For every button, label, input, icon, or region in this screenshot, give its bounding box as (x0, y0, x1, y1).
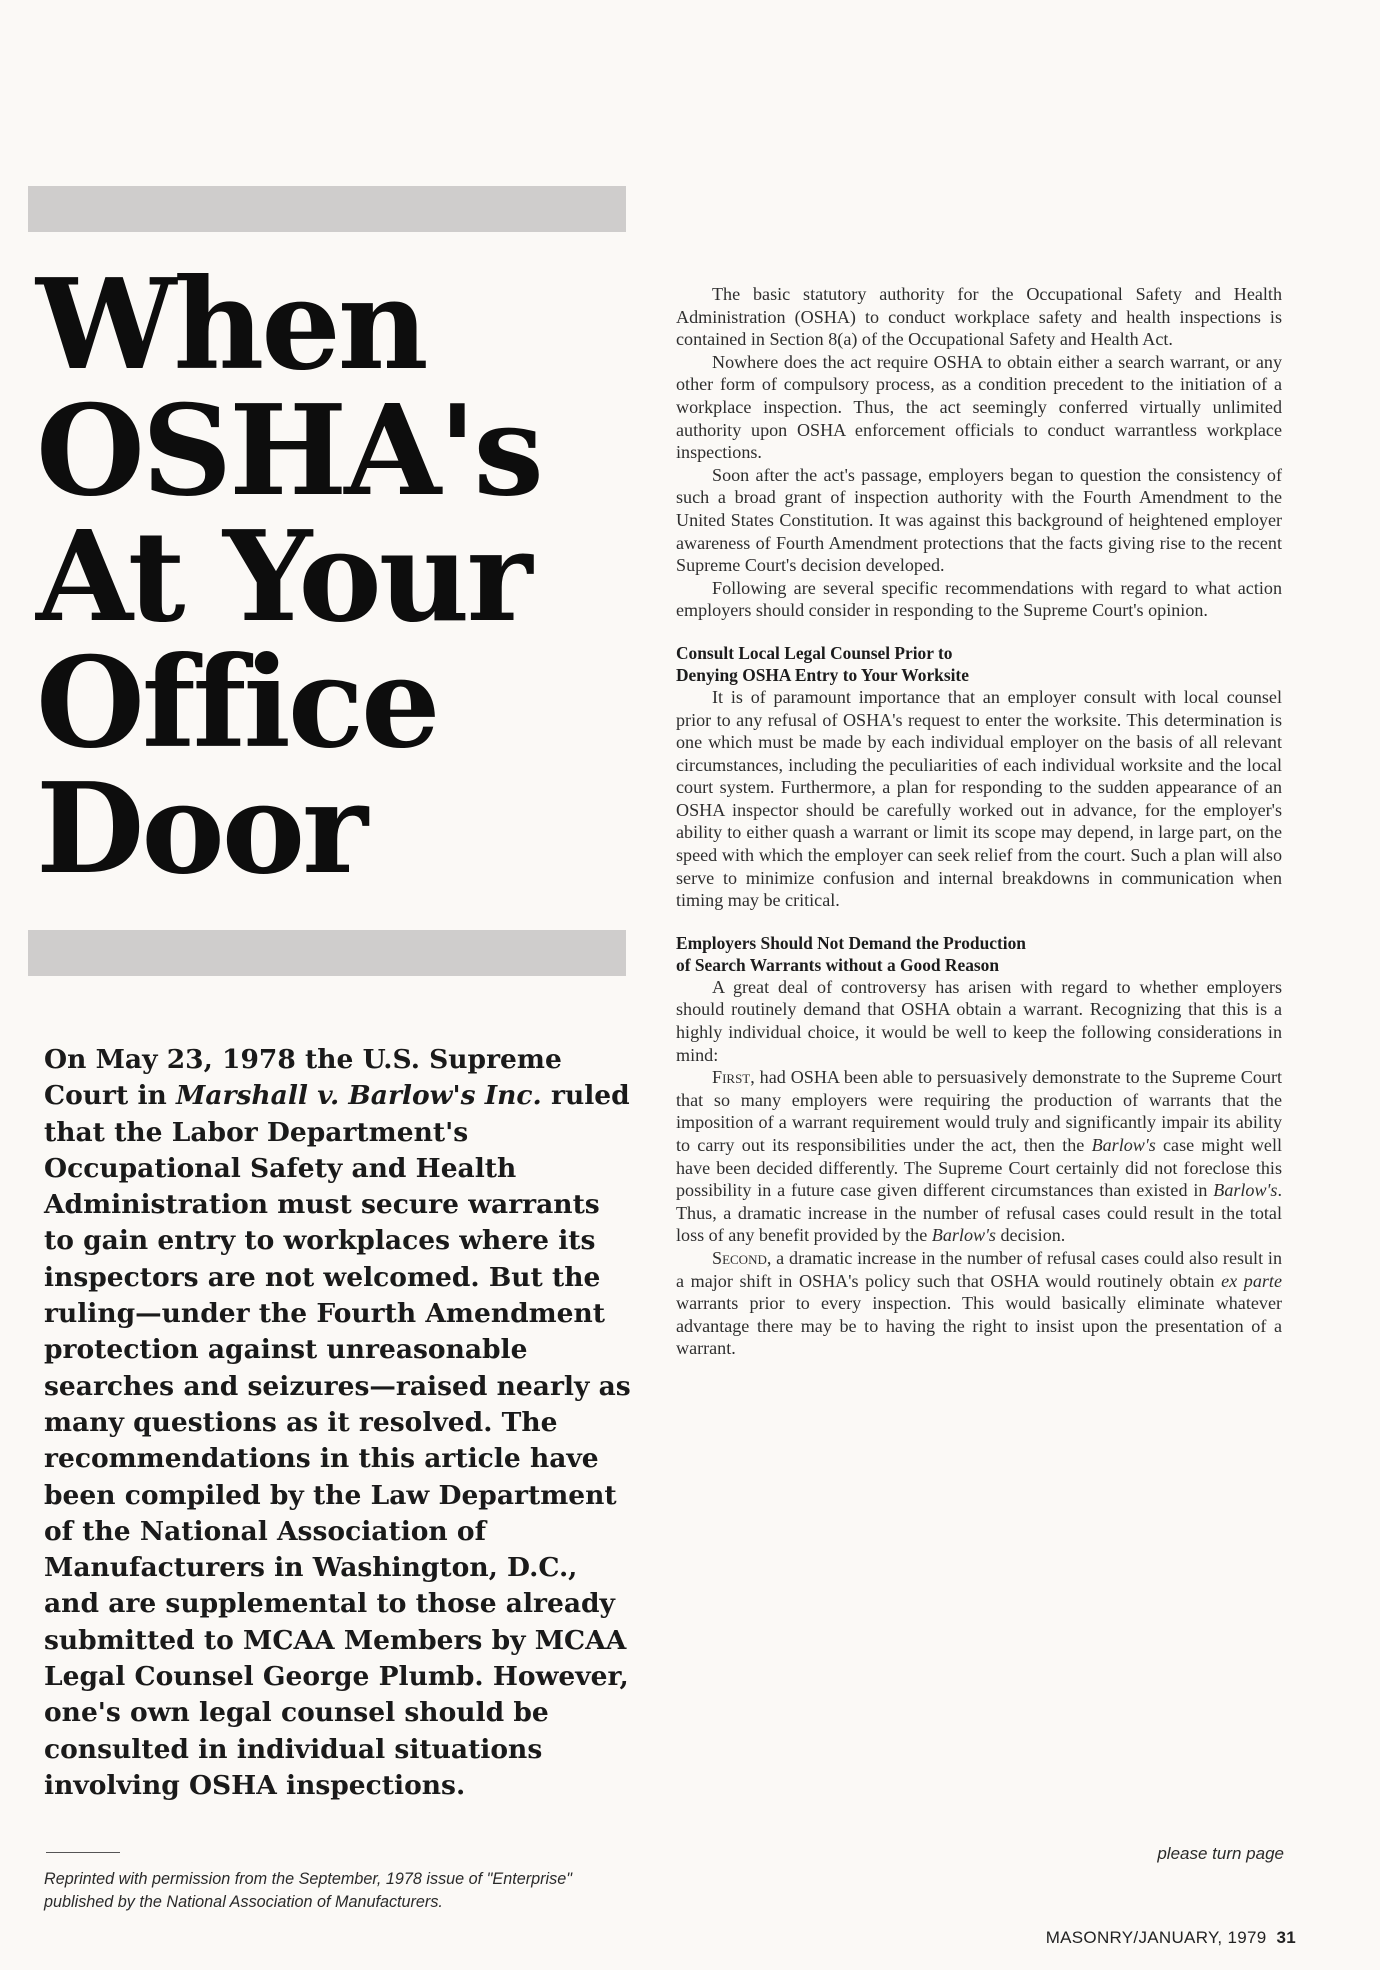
headline-line-4: Office (36, 630, 438, 776)
body-paragraph-3: Soon after the act's passage, employers began to question the consistency of such a broad grant of inspection authority with the Fourth Amendment to the United States Constitution. It was against this background of heightened employer awareness of Fourth Amendment protections that the facts giving rise to the recent Supreme Court's decision developed. (676, 464, 1282, 576)
body-paragraph-second (676, 1247, 1282, 1360)
body-paragraph-2: Nowhere does the act require OSHA to obtain either a search warrant, or any other form of compulsory process, as a condition precedent to the initiation of a workplace inspection. Thus, the act seemingly conferred virtually unlimited authority upon OSHA enforcement officials to conduct warrantless workplace inspections. (676, 351, 1282, 463)
intro-case-name: Marshall v. Barlow's Inc. (176, 1080, 542, 1112)
article-body (676, 283, 1282, 1360)
second-text-b: warrants prior to every inspection. This would basically eliminate whatever advantage there may be to having the right to insist upon the presentation of a warrant. (676, 1293, 1282, 1359)
first-text-b: case might well have been decided differently. The Supreme Court certainly did not foreclose this possibility in a future case given different circumstances than existed in (676, 1135, 1283, 1201)
subheading-2-line-1: Employers Should Not Demand the Production (676, 932, 1026, 953)
headline (36, 252, 636, 902)
case-ref-2: Barlow's (1213, 1180, 1278, 1201)
please-turn-page: please turn page (1157, 1844, 1284, 1863)
top-grey-bar (28, 186, 626, 232)
headline-line-1: When (36, 252, 426, 398)
intro-paragraph (44, 1042, 634, 1804)
first-text-a: had OSHA been able to persuasively demonstrate to the Supreme Court that so many employers were requiring the production of warrants that the imposition of a warrant requirement would truly and significantly impair its ability to carry out its responsibilities under the act, then the (676, 1067, 1282, 1155)
middle-grey-bar (28, 930, 626, 976)
headline-line-2: OSHA's (36, 378, 541, 524)
subheading-search-warrants (676, 932, 1282, 976)
subheading-consult-counsel (676, 642, 1282, 686)
subheading-1-line-1: Consult Local Legal Counsel Prior to (676, 642, 953, 663)
first-text-c: . Thus, a dramatic increase in the number of refusal cases could result in the total loss of any benefit provided by the (676, 1180, 1282, 1246)
intro-rest: ruled that the Labor Department's Occupational Safety and Health Administration must secure warrants to gain entry to workplaces where its inspectors are not welcomed. But the ruling—under the Fourth Amendment protection against unreasonable searches and seizures—raised nearly as many questions as it resolved. The recommendations in this article have been compiled by the Law Department of the National Association of Manufacturers in Washington, D.C., and are supplemental to those already submitted to MCAA Members by MCAA Legal Counsel George Plumb. However, one's own legal counsel should be consulted in individual situations involving OSHA inspections. (44, 1080, 631, 1801)
headline-line-3: At Your (36, 504, 530, 650)
body-paragraph-4: Following are several specific recommendations with regard to what action employers should consider in responding to the Supreme Court's opinion. (676, 577, 1282, 621)
subheading-2-line-2: of Search Warrants without a Good Reason (676, 954, 1000, 975)
body-paragraph-5: It is of paramount importance that an employer consult with local counsel prior to any refusal of OSHA's request to enter the worksite. This determination is one which must be made by each individual employer on the basis of all relevant circumstances, including the peculiarities of each individual worksite and the local court system. Furthermore, a plan for responding to the sudden appearance of an OSHA inspector should be carefully worked out in advance, for the employer's ability to either quash a warrant or limit its scope may depend, in large part, on the speed with which the employer can seek relief from the court. Such a plan will also serve to minimize confusion and internal breakdowns in communication when timing may be critical. (676, 686, 1282, 911)
case-ref-3: Barlow's (931, 1225, 996, 1246)
first-text-d: decision. (995, 1225, 1066, 1246)
case-ref-1: Barlow's (1091, 1135, 1156, 1155)
second-lead: Second, (712, 1247, 772, 1268)
reprint-credit (44, 1868, 644, 1914)
intro-deck (44, 1042, 634, 1804)
page-footer (1046, 1928, 1296, 1948)
publication-line: MASONRY/JANUARY, 1979 (1045, 1928, 1267, 1947)
first-lead: First, (712, 1067, 755, 1088)
body-paragraph-first (676, 1066, 1282, 1247)
latin-term: ex parte (1221, 1270, 1282, 1291)
subheading-1-line-2: Denying OSHA Entry to Your Worksite (676, 664, 969, 685)
credit-rule (46, 1852, 120, 1853)
intro-lead: On May 23, 1978 the U.S. Supreme Court in (44, 1044, 562, 1112)
headline-line-5: Door (36, 756, 366, 902)
body-paragraph-1: The basic statutory authority for the Occupational Safety and Health Administration (OSHA) to conduct workplace safety and health inspections is contained in Section 8(a) of the Occupational Safety and Health Act. (676, 284, 1282, 350)
reprint-credit-text: Reprinted with permission from the September, 1978 issue of "Enterprise" published by the National Association of Manufacturers. (44, 1870, 572, 1911)
page-number: 31 (1276, 1928, 1296, 1947)
second-text-a: a dramatic increase in the number of refusal cases could also result in a major shift in OSHA's policy such that OSHA would routinely obtain (676, 1247, 1282, 1291)
body-paragraph-6: A great deal of controversy has arisen with regard to whether employers should routinely demand that OSHA obtain a warrant. Recognizing that this is a highly individual choice, it would be well to keep the following considerations in mind: (676, 976, 1282, 1065)
